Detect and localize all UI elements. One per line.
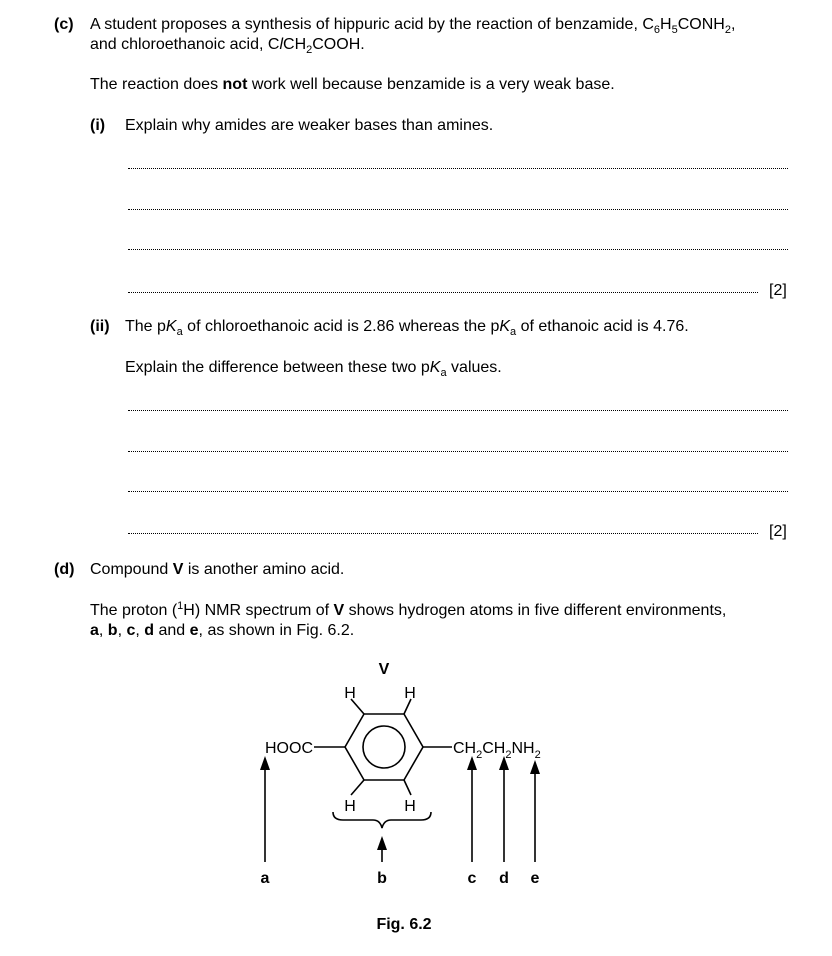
part-c-statement: The reaction does not work well because benzamide is a very weak base.	[90, 76, 615, 93]
benzene-ring	[345, 714, 423, 780]
h-atom-top-right: H	[404, 685, 416, 702]
arrow-label-a: a	[260, 870, 270, 887]
compound-label: V	[378, 661, 390, 678]
part-c-label: (c)	[54, 16, 74, 33]
figure-caption: Fig. 6.2	[376, 916, 432, 933]
part-c-intro-line2: and chloroethanoic acid, ClCH$_2$COOH.	[90, 36, 365, 56]
arrow-label-b: b	[377, 870, 387, 887]
right-group: $CH_2CH_2NH_2$	[453, 740, 541, 761]
h-atom-bottom-right: H	[404, 798, 416, 815]
part-d-line2: The proton ($^1$H) NMR spectrum of V shows hydrogen atoms in five different environments,	[90, 600, 727, 619]
left-group: HOOC	[265, 740, 313, 757]
part-d-label: (d)	[54, 561, 75, 578]
sub-ii-question-line1: The $pK_a$ of chloroethanoic acid is 2.86 whereas the $pK_a$ of ethanoic acid is 4.76.	[125, 318, 689, 338]
bond-h-bottom-right	[404, 780, 411, 795]
part-c-intro-line1: A student proposes a synthesis of hippuric acid by the reaction of benzamide, $C_6H_5CONH_2$,	[90, 16, 736, 36]
arrow-head-e	[530, 760, 540, 774]
h-atom-top-left: H	[344, 685, 356, 702]
sub-ii-question-line2: Explain the difference between these two $pK_a$ values.	[125, 359, 502, 379]
sub-i-marks: [2]	[769, 282, 787, 299]
arrow-head-b	[377, 836, 387, 850]
h-atom-bottom-left: H	[344, 798, 356, 815]
arrow-label-c: c	[467, 870, 477, 887]
bond-h-bottom-left	[351, 780, 364, 795]
sub-ii-marks: [2]	[769, 523, 787, 540]
sub-i-question: Explain why amides are weaker bases than amines.	[125, 117, 494, 134]
arrow-label-e: e	[530, 870, 540, 887]
part-d-line1: Compound V is another amino acid.	[90, 561, 345, 578]
arrow-head-a	[260, 756, 270, 770]
part-d-line3: a, b, c, d and e, as shown in Fig. 6.2.	[90, 622, 355, 639]
sub-ii-label: (ii)	[90, 318, 110, 335]
sub-i-label: (i)	[90, 117, 106, 134]
benzene-inner-circle	[363, 726, 405, 768]
arrow-label-d: d	[499, 870, 509, 887]
